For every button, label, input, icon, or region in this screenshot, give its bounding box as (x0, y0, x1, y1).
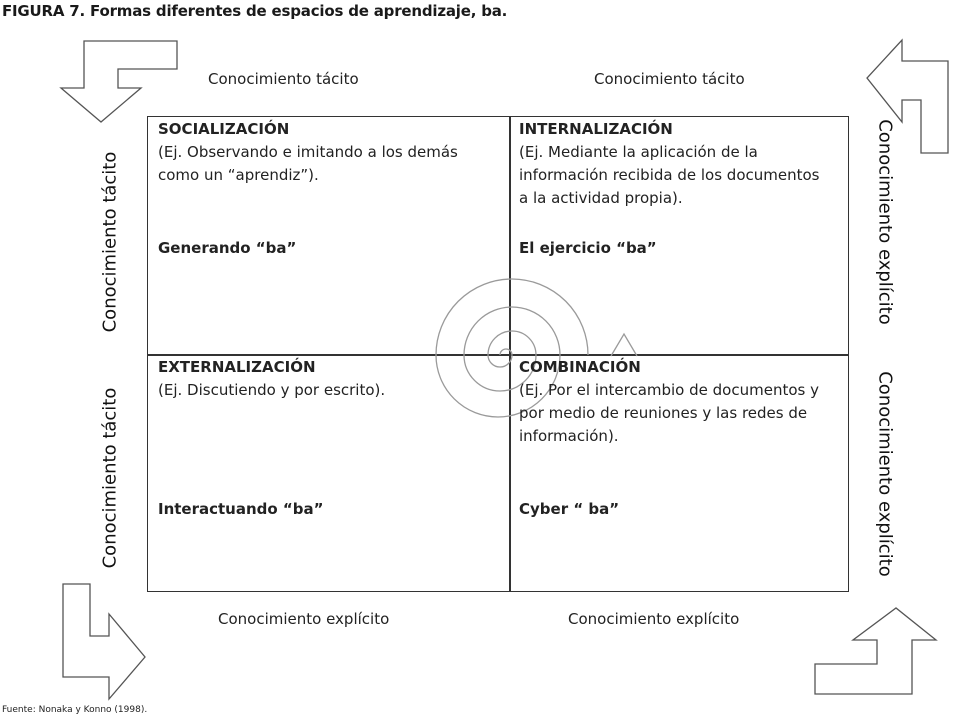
quadrant-title: INTERNALIZACIÓN (519, 120, 673, 138)
quadrant-socializacion (158, 118, 503, 257)
label-right-lower: Conocimiento explícito (874, 371, 896, 577)
arrow-down-icon (61, 41, 177, 122)
quadrant-combinacion (519, 356, 849, 518)
quadrant-title: EXTERNALIZACIÓN (158, 358, 316, 376)
quadrant-ba: El ejercicio “ba” (519, 239, 657, 257)
quadrant-description: (Ej. Mediante la aplicación de la (519, 143, 758, 161)
quadrant-ba: Cyber “ ba” (519, 500, 620, 518)
quadrant-externalizacion (158, 356, 503, 518)
quadrant-description: como un “aprendiz”). (158, 166, 319, 184)
arrow-left-icon (867, 40, 948, 153)
quadrant-internalizacion (519, 118, 849, 257)
quadrant-description: (Ej. Observando e imitando a los demás (158, 143, 458, 161)
label-bottom-right: Conocimiento explícito (568, 610, 740, 628)
figure-title: FIGURA 7. Formas diferentes de espacios de aprendizaje, ba. (2, 2, 508, 20)
label-bottom-left: Conocimiento explícito (218, 610, 390, 628)
quadrant-ba: Generando “ba” (158, 239, 297, 257)
arrow-right-icon (63, 584, 145, 699)
quadrant-description: (Ej. Discutiendo y por escrito). (158, 381, 386, 399)
quadrant-description: información recibida de los documentos (519, 166, 820, 184)
label-top-left: Conocimiento tácito (208, 70, 359, 88)
quadrant-title: SOCIALIZACIÓN (158, 120, 290, 138)
quadrant-description: información). (519, 427, 619, 445)
label-top-right: Conocimiento tácito (594, 70, 745, 88)
arrow-up-icon (815, 608, 936, 694)
quadrant-ba: Interactuando “ba” (158, 500, 324, 518)
quadrant-description: (Ej. Por el intercambio de documentos y (519, 381, 819, 399)
label-right-upper: Conocimiento explícito (874, 119, 896, 325)
quadrant-description: a la actividad propia). (519, 189, 683, 207)
label-left-lower: Conocimiento tácito (99, 387, 121, 569)
quadrant-description: por medio de reuniones y las redes de (519, 404, 808, 422)
label-left-upper: Conocimiento tácito (99, 151, 121, 333)
source-note: Fuente: Nonaka y Konno (1998). (2, 705, 148, 715)
quadrant-title: COMBINACIÓN (519, 358, 641, 376)
